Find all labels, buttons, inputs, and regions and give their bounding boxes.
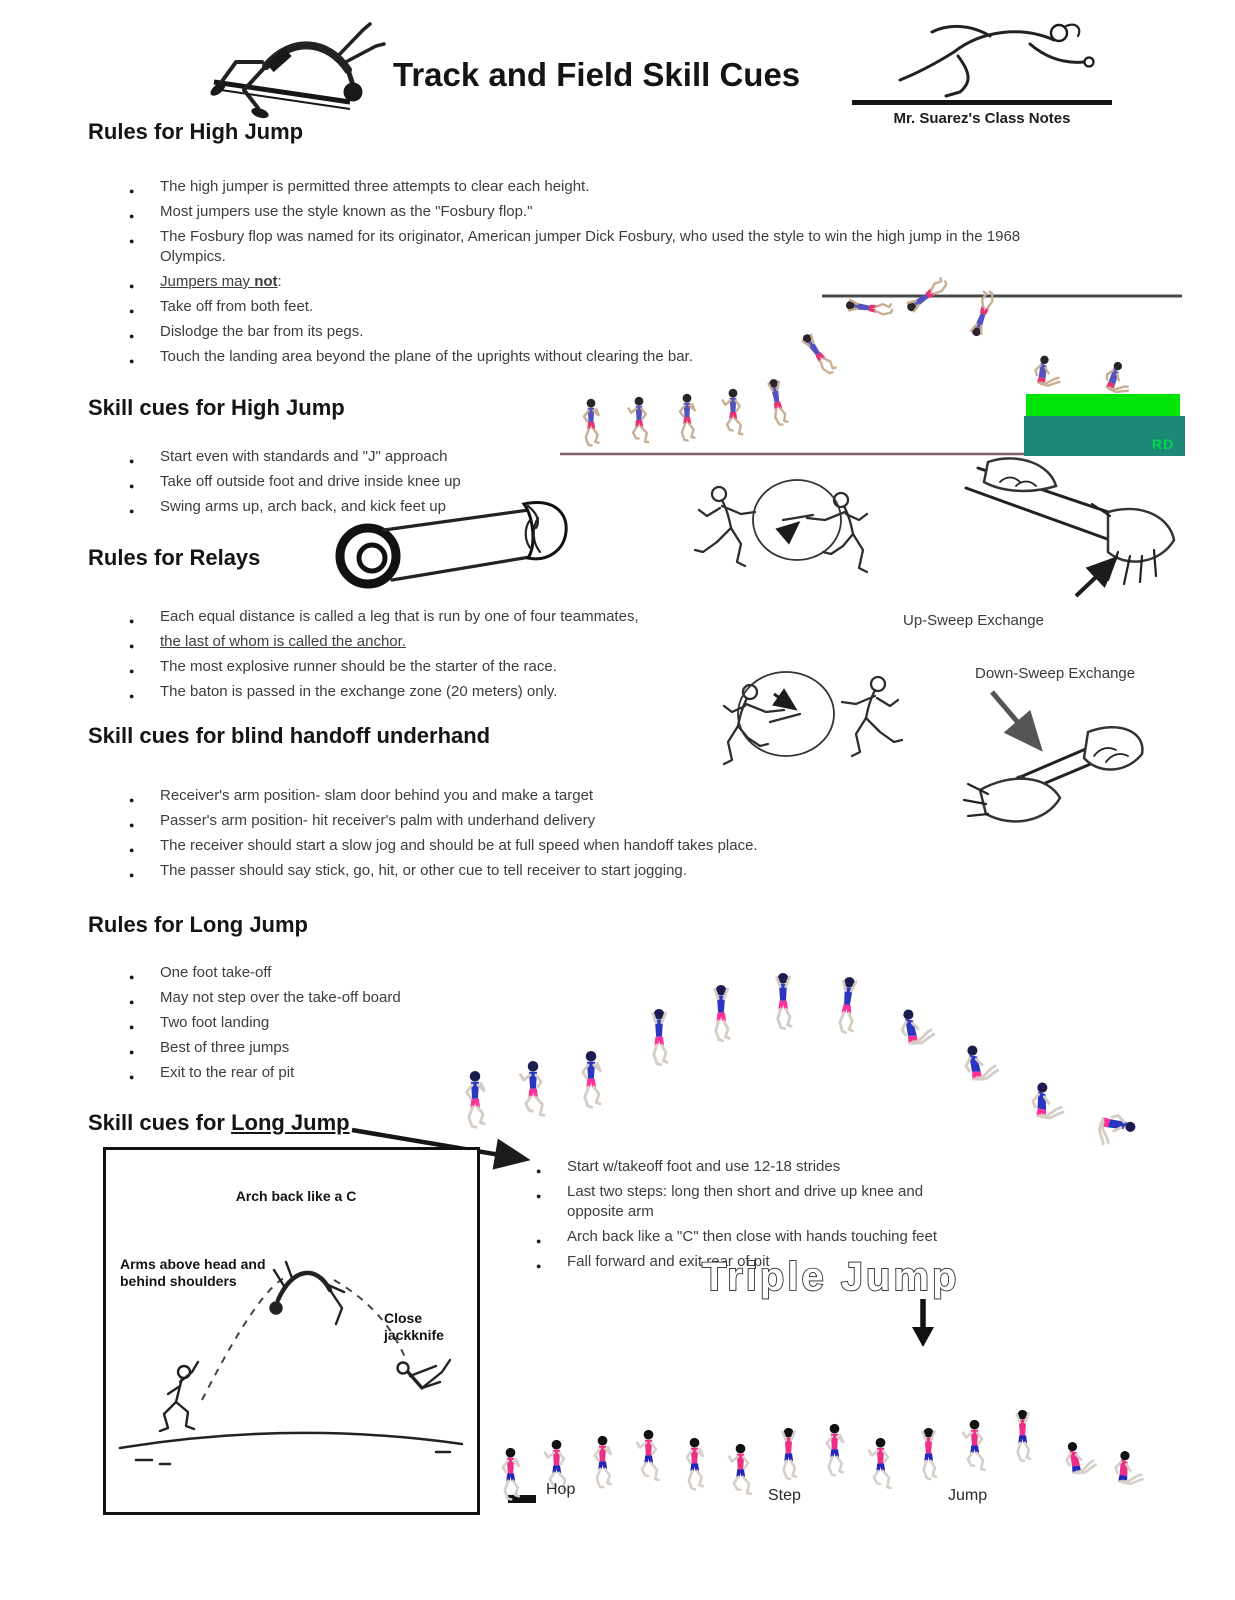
up-sweep-label: Up-Sweep Exchange <box>903 612 1044 629</box>
heading-rules-high-jump: Rules for High Jump <box>88 119 304 144</box>
list-item: ● Two foot landing <box>126 1013 626 1033</box>
list-item: ● Receiver's arm position- slam door behind you and make a target <box>126 786 926 806</box>
skill-cues-blind-handoff-list <box>126 786 926 886</box>
list-item: ● Fall forward and exit rear of pit <box>533 1252 965 1272</box>
long-jump-sequence-illustration <box>445 912 1235 1160</box>
down-sweep-hands-illustration <box>928 688 1168 853</box>
list-item: ● Start w/takeoff foot and use 12-18 strides <box>533 1157 965 1177</box>
list-item: ● Each equal distance is called a leg that is run by one of four teammates, <box>126 607 686 627</box>
phase-jump-label: Jump <box>948 1487 988 1504</box>
triple-jump-title-text: Triple Jump <box>702 1255 960 1299</box>
arch-back-label: Arch back like a C <box>235 1188 357 1204</box>
long-jump-form-diagram <box>103 1147 480 1515</box>
list-item: ● The most explosive runner should be the starter of the race. <box>126 657 686 677</box>
list-item: ● Best of three jumps <box>126 1038 626 1058</box>
list-item: ● May not step over the take-off board <box>126 988 626 1008</box>
phase-step-label: Step <box>768 1487 801 1504</box>
list-item: ● Start even with standards and "J" approach <box>126 447 686 467</box>
rules-relays-list <box>126 607 686 707</box>
page-title: Track and Field Skill Cues <box>393 56 801 93</box>
list-item: ● Exit to the rear of pit <box>126 1063 626 1083</box>
list-item: ● Touch the landing area beyond the plane of the uprights without clearing the bar. <box>126 347 1086 367</box>
mat-brand-text: RD <box>1152 436 1175 452</box>
list-item: ● The baton is passed in the exchange zone (20 meters) only. <box>126 682 686 702</box>
triple-jump-sequence-illustration <box>488 1297 1188 1512</box>
list-item: ● The receiver should start a slow jog and should be at full speed when handoff takes place. <box>126 836 926 856</box>
list-item: ● Jumpers may not: <box>126 272 1086 292</box>
list-item: ● the last of whom is called the anchor. <box>126 632 686 652</box>
list-item: ● Passer's arm position- hit receiver's palm with underhand delivery <box>126 811 926 831</box>
list-item: ● Dislodge the bar from its pegs. <box>126 322 1086 342</box>
list-item: ● Most jumpers use the style known as the "Fosbury flop." <box>126 202 1086 222</box>
byline: Mr. Suarez's Class Notes <box>893 110 1071 127</box>
heading-rules-relays: Rules for Relays <box>88 545 261 570</box>
byline-rule <box>852 100 1112 105</box>
down-sweep-label: Down-Sweep Exchange <box>975 665 1136 682</box>
phase-hop-label: Hop <box>546 1481 576 1498</box>
up-sweep-hands-illustration <box>958 452 1188 614</box>
list-item: ● The high jumper is permitted three attempts to clear each height. <box>126 177 1086 197</box>
sprinter-clipart <box>862 18 1112 100</box>
list-item: ● Arch back like a "C" then close with hands touching feet <box>533 1227 965 1247</box>
triple-jump-title <box>700 1250 1000 1302</box>
up-sweep-runners-illustration <box>683 468 928 638</box>
arms-above-label: Arms above head and behind shoulders <box>120 1256 266 1289</box>
list-item: ● Take off outside foot and drive inside knee up <box>126 472 686 492</box>
list-item: ● The Fosbury flop was named for its originator, American jumper Dick Fosbury, who used the style to win the high jump in the 1968 Olympics. <box>126 227 1086 267</box>
list-item: ● Last two steps: long then short and drive up knee and opposite arm <box>533 1182 965 1222</box>
list-item: ● One foot take-off <box>126 963 626 983</box>
list-item: ● The passer should say stick, go, hit, or other cue to tell receiver to start jogging. <box>126 861 926 881</box>
list-item: ● Take off from both feet. <box>126 297 1086 317</box>
close-jackknife-label: Close jackknife <box>384 1310 444 1343</box>
high-jump-sequence-illustration <box>560 266 1185 466</box>
heading-rules-long-jump: Rules for Long Jump <box>88 912 308 937</box>
baton-clipart <box>328 498 573 596</box>
heading-skill-cues-blind-handoff: Skill cues for blind handoff underhand <box>88 723 491 748</box>
list-item: ● Swing arms up, arch back, and kick feet up <box>126 497 686 517</box>
heading-skill-cues-long-jump: Skill cues for Long Jump <box>88 1110 350 1135</box>
heading-skill-cues-high-jump: Skill cues for High Jump <box>88 395 345 420</box>
